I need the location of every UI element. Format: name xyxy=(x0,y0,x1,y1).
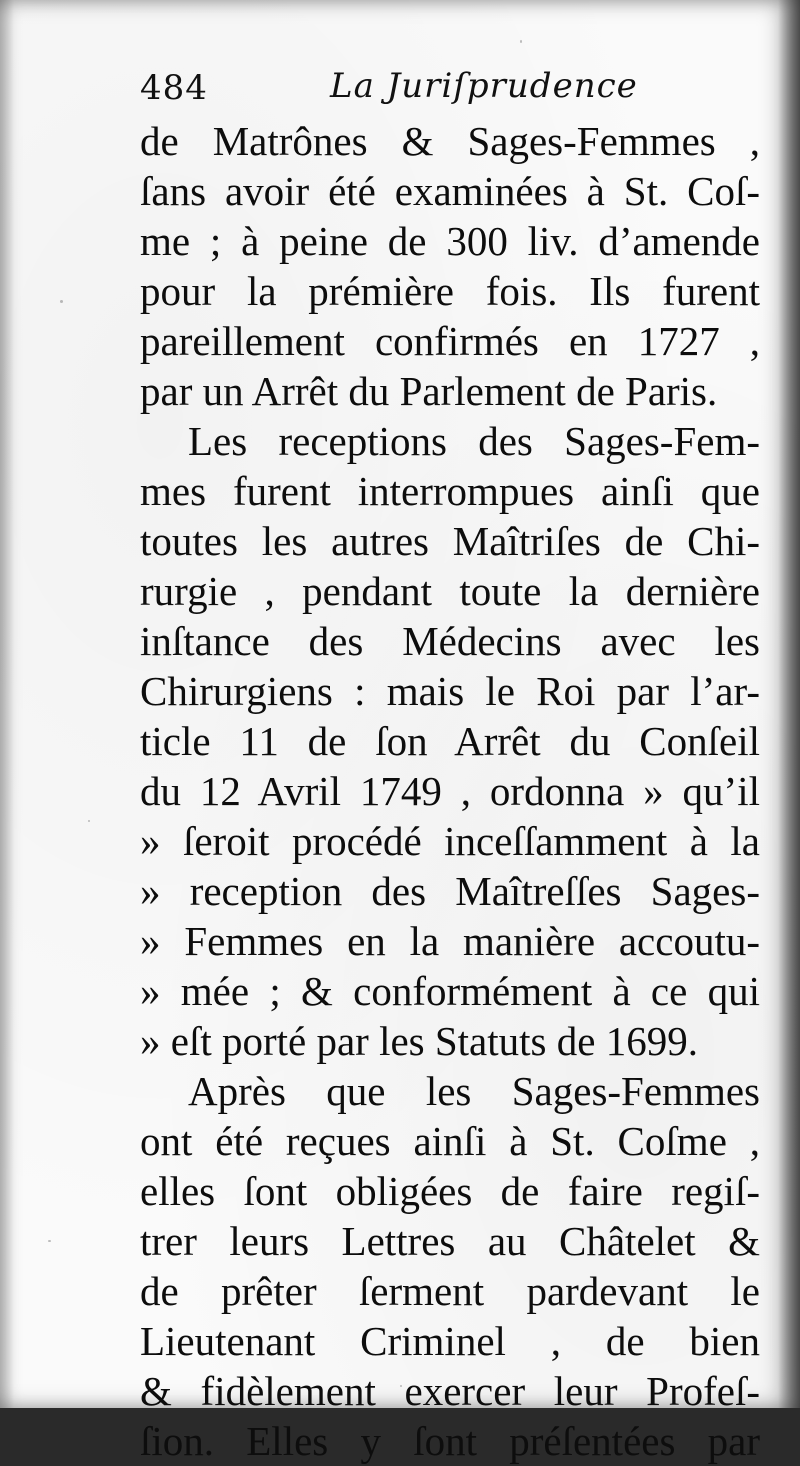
page-left-shadow xyxy=(0,0,14,1408)
text-line: Chirurgiens : mais le Roi par l’ar- xyxy=(140,668,760,714)
page-gutter-shadow xyxy=(778,0,800,1408)
text-line: pour la prémière fois. Ils furent xyxy=(140,268,760,314)
paper-speck xyxy=(400,1385,402,1387)
text-line: Lieutenant Criminel , de bien xyxy=(140,1318,760,1364)
quoted-line: » mée ; & conformément à ce qui xyxy=(140,968,760,1014)
text-line: toutes les autres Maîtriſes de Chi- xyxy=(140,518,760,564)
text-line: trer leurs Lettres au Châtelet & xyxy=(140,1218,760,1264)
text-line: & fidèlement exercer leur Profeſ- xyxy=(140,1368,760,1414)
body-text xyxy=(140,116,760,1466)
text-line: du 12 Avril 1749 , ordonna » qu’il xyxy=(140,768,760,814)
quoted-line: » ſeroit procédé inceſſamment à la xyxy=(140,818,760,864)
text-line: elles ſont obligées de faire regiſ- xyxy=(140,1168,760,1214)
text-line: mes furent interrompues ainſi que xyxy=(140,468,760,514)
paper-speck xyxy=(520,40,522,43)
paper-speck xyxy=(88,820,90,822)
quoted-line: » eſt porté par les Statuts de 1699. xyxy=(140,1018,698,1064)
text-line: ſans avoir été examinées à St. Coſ- xyxy=(140,168,760,214)
text-line: rurgie , pendant toute la dernière xyxy=(140,568,760,614)
paragraph-start-line: Les receptions des Sages-Fem- xyxy=(188,418,760,464)
text-line: pareillement confirmés en 1727 , xyxy=(140,318,760,364)
text-line: de prêter ſerment pardevant le xyxy=(140,1268,760,1314)
text-line: ſion. Elles y ſont préſentées par xyxy=(140,1418,760,1464)
text-line: ticle 11 de ſon Arrêt du Conſeil xyxy=(140,718,760,764)
text-line: ont été reçues ainſi à St. Coſme , xyxy=(140,1118,760,1164)
text-line: inſtance des Médecins avec les xyxy=(140,618,760,664)
text-line: me ; à peine de 300 liv. d’amende xyxy=(140,218,760,264)
quoted-line: » Femmes en la manière accoutu- xyxy=(140,918,760,964)
paper-speck xyxy=(60,300,63,303)
running-title: La Juriſprudence xyxy=(330,66,638,106)
text-line: de Matrônes & Sages-Femmes , xyxy=(140,118,760,164)
paragraph-start-line: Après que les Sages-Femmes xyxy=(188,1068,760,1114)
paper-speck xyxy=(48,1240,51,1242)
page-header xyxy=(140,64,760,114)
text-line: par un Arrêt du Parlement de Paris. xyxy=(140,368,718,414)
quoted-line: » reception des Maîtreſſes Sages- xyxy=(140,868,760,914)
page-number: 484 xyxy=(140,68,208,108)
